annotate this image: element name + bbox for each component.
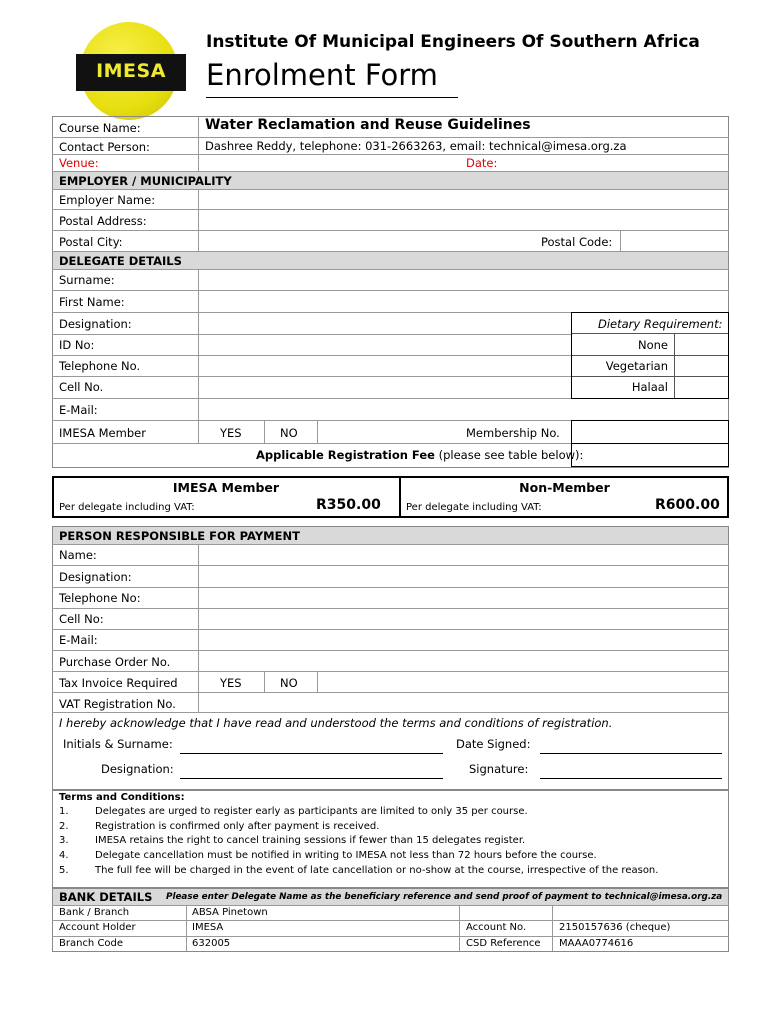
terms-item-num: 4. [59, 850, 69, 861]
divider [264, 420, 265, 443]
nonmember-fee-sub: Per delegate including VAT: [406, 502, 542, 513]
fee-label-bold: Applicable Registration Fee [256, 448, 435, 462]
payer-telephone-label: Telephone No: [59, 591, 141, 605]
dietary-label: Dietary Requirement: [598, 317, 723, 331]
postal-code-field[interactable] [621, 231, 727, 251]
bank-branch-label: Bank / Branch [59, 907, 130, 918]
member-fee-title: IMESA Member [172, 480, 280, 495]
postal-city-field[interactable] [199, 231, 529, 251]
terms-item-num: 2. [59, 821, 69, 832]
payer-cell-label: Cell No: [59, 612, 104, 626]
divider [52, 905, 729, 906]
membership-no-label: Membership No. [466, 426, 560, 440]
form-title: Enrolment Form [206, 58, 438, 92]
email-label: E-Mail: [59, 403, 98, 417]
terms-item-num: 5. [59, 865, 69, 876]
csd-reference-label: CSD Reference [466, 938, 541, 949]
date-signed-line[interactable] [540, 753, 722, 754]
telephone-label: Telephone No. [59, 359, 141, 373]
terms-item-text: Registration is confirmed only after payment is received. [95, 821, 380, 832]
divider [52, 671, 729, 672]
terms-item-text: IMESA retains the right to cancel training sessions if fewer than 15 delegates register. [95, 835, 526, 846]
employer-name-label: Employer Name: [59, 193, 156, 207]
date-signed-label: Date Signed: [456, 737, 531, 751]
contact-person-label: Contact Person: [59, 140, 150, 154]
ack-designation-line[interactable] [180, 778, 443, 779]
contact-person-value: Dashree Reddy, telephone: 031-2663263, email: technical@imesa.org.za [205, 139, 627, 153]
telephone-field[interactable] [199, 356, 570, 376]
terms-item-text: The full fee will be charged in the event of late cancellation or no-show at the course, irrespective of the reason. [95, 865, 659, 876]
payer-designation-label: Designation: [59, 570, 132, 584]
bank-note: Please enter Delegate Name as the beneficiary reference and send proof of payment to technical@imesa.org.za [166, 892, 723, 902]
fee-label [256, 448, 583, 462]
account-holder-label: Account Holder [59, 922, 136, 933]
imesa-member-label: IMESA Member [59, 426, 146, 440]
dietary-none-checkbox[interactable] [676, 335, 727, 354]
divider [317, 420, 318, 443]
divider [674, 333, 675, 398]
course-name-value: Water Reclamation and Reuse Guidelines [205, 117, 531, 133]
employer-name-field[interactable] [199, 190, 727, 209]
id-no-field[interactable] [199, 335, 570, 355]
id-no-label: ID No: [59, 338, 95, 352]
initials-surname-label: Initials & Surname: [63, 737, 173, 751]
fee-field[interactable] [571, 443, 729, 467]
member-fee-price: R350.00 [316, 497, 381, 513]
tax-invoice-yes-option[interactable]: YES [220, 676, 242, 690]
first-name-field[interactable] [199, 291, 727, 312]
terms-item-num: 3. [59, 835, 69, 846]
account-holder-value: IMESA [192, 922, 224, 933]
divider [572, 355, 728, 356]
signature-line[interactable] [540, 778, 722, 779]
postal-code-label: Postal Code: [541, 235, 613, 249]
nonmember-fee-price: R600.00 [655, 497, 720, 513]
nonmember-fee-title: Non-Member [519, 480, 610, 495]
first-name-label: First Name: [59, 295, 125, 309]
organization-name: Institute Of Municipal Engineers Of Southern Africa [206, 32, 700, 52]
date-label: Date: [466, 156, 498, 170]
csd-reference-value: MAAA0774616 [559, 938, 634, 949]
payer-designation-field[interactable] [199, 566, 727, 587]
terms-heading: Terms and Conditions: [59, 792, 185, 803]
title-underline [206, 97, 458, 98]
purchase-order-label: Purchase Order No. [59, 655, 171, 669]
venue-label: Venue: [59, 156, 99, 170]
postal-address-field[interactable] [199, 210, 727, 230]
branch-code-label: Branch Code [59, 938, 124, 949]
payer-cell-field[interactable] [199, 609, 727, 629]
account-no-value: 2150157636 (cheque) [559, 922, 671, 933]
member-fee-sub: Per delegate including VAT: [59, 502, 195, 513]
signature-label: Signature: [469, 762, 529, 776]
surname-label: Surname: [59, 273, 115, 287]
bank-branch-value: ABSA Pinetown [192, 907, 268, 918]
dietary-option-halaal: Halaal [631, 380, 668, 394]
date-field[interactable] [500, 155, 726, 170]
purchase-order-field[interactable] [199, 651, 727, 671]
account-no-label: Account No. [466, 922, 527, 933]
logo-text: IMESA [96, 60, 166, 82]
divider [52, 712, 729, 713]
fee-label-rest: (please see table below): [438, 448, 584, 462]
payer-name-field[interactable] [199, 545, 727, 565]
divider [52, 137, 729, 138]
venue-field[interactable] [198, 155, 458, 170]
payer-email-field[interactable] [199, 630, 727, 650]
divider [264, 671, 265, 692]
initials-surname-line[interactable] [180, 753, 443, 754]
member-yes-option[interactable]: YES [220, 426, 242, 440]
surname-field[interactable] [199, 270, 727, 290]
payer-name-label: Name: [59, 548, 97, 562]
divider [572, 333, 728, 334]
employer-heading: EMPLOYER / MUNICIPALITY [59, 174, 232, 188]
divider [317, 671, 318, 692]
membership-no-field[interactable] [571, 420, 729, 444]
email-field[interactable] [199, 399, 727, 420]
member-no-option[interactable]: NO [280, 426, 298, 440]
divider [52, 920, 729, 921]
dietary-halaal-checkbox[interactable] [676, 378, 727, 397]
terms-item-text: Delegates are urged to register early as participants are limited to only 35 per course. [95, 806, 528, 817]
cell-field[interactable] [199, 377, 570, 398]
postal-city-label: Postal City: [59, 235, 123, 249]
divider [186, 905, 187, 951]
tax-invoice-no-option[interactable]: NO [280, 676, 298, 690]
cell-label: Cell No. [59, 380, 104, 394]
postal-address-label: Postal Address: [59, 214, 147, 228]
divider [572, 376, 728, 377]
tax-invoice-label: Tax Invoice Required [59, 676, 178, 690]
dietary-option-none: None [637, 338, 668, 352]
bank-heading: BANK DETAILS [59, 890, 153, 904]
divider [459, 905, 460, 951]
divider [552, 905, 553, 951]
divider [52, 936, 729, 937]
payment-heading: PERSON RESPONSIBLE FOR PAYMENT [59, 529, 300, 543]
dietary-vegetarian-checkbox[interactable] [676, 357, 727, 375]
ack-designation-label: Designation: [101, 762, 174, 776]
designation-field[interactable] [199, 313, 570, 334]
dietary-option-vegetarian: Vegetarian [605, 359, 668, 373]
terms-item-text: Delegate cancellation must be notified in writing to IMESA not less than 72 hours before the course. [95, 850, 597, 861]
payer-telephone-field[interactable] [199, 588, 727, 608]
designation-label: Designation: [59, 317, 132, 331]
vat-registration-field[interactable] [199, 693, 727, 712]
acknowledge-statement: I hereby acknowledge that I have read and understood the terms and conditions of registration. [59, 716, 613, 730]
payer-email-label: E-Mail: [59, 633, 98, 647]
terms-item-num: 1. [59, 806, 69, 817]
delegate-heading: DELEGATE DETAILS [59, 254, 182, 268]
course-name-label: Course Name: [59, 121, 141, 135]
vat-registration-label: VAT Registration No. [59, 697, 176, 711]
branch-code-value: 632005 [192, 938, 231, 949]
